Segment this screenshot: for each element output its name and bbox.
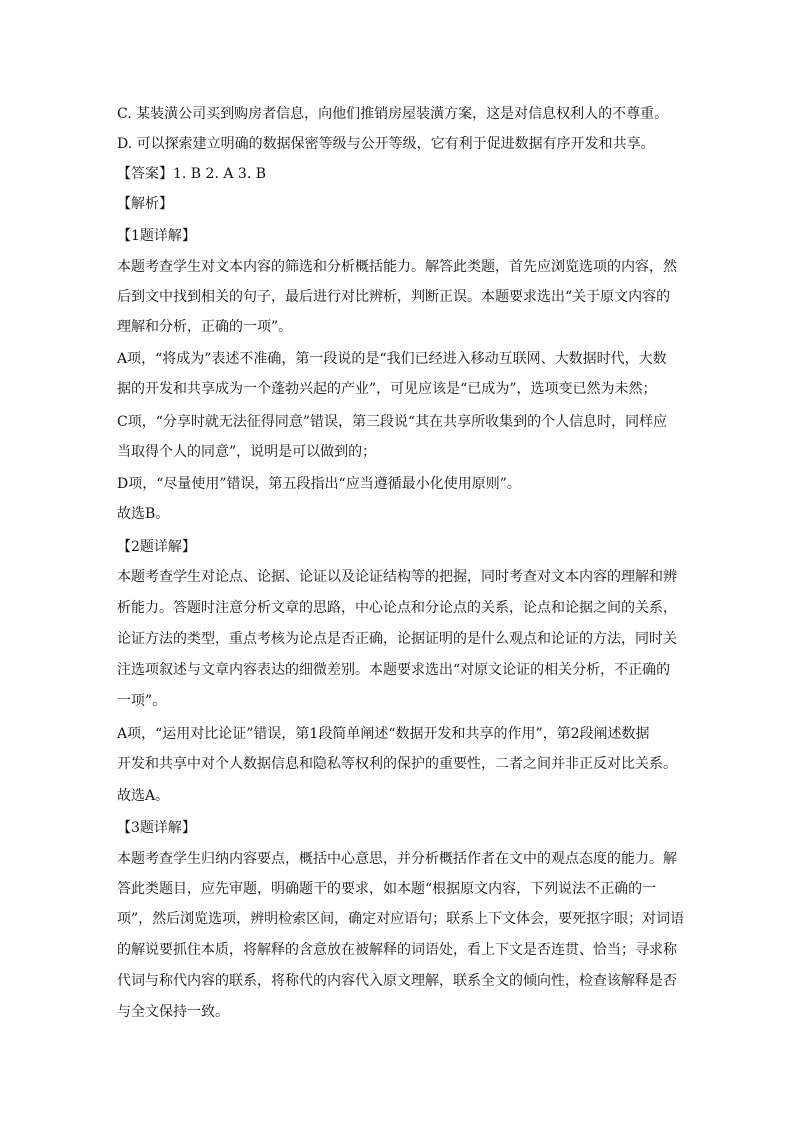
q1-heading: 【1题详解】 — [117, 228, 196, 244]
q1-option-d-line: D项，“尽量使用”错误，第五段指出“应当遵循最小化使用原则”。 — [117, 476, 521, 492]
q3-paragraph-line: 的解说要抓住本质，将解释的含意放在被解释的词语处，看上下文是否连贯、恰当；寻求称 — [117, 942, 677, 958]
q3-paragraph-line: 答此类题目，应先审题，明确题干的要求，如本题“根据原文内容，下列说法不正确的一 — [117, 881, 657, 897]
option-c-line: C. 某装潢公司买到购房者信息，向他们推销房屋装潢方案，这是对信息权利人的不尊重。 — [117, 106, 669, 122]
q2-conclusion: 故选A。 — [117, 788, 170, 804]
analysis-heading: 【解析】 — [117, 196, 173, 212]
q2-paragraph-line: 注选项叙述与文章内容表达的细微差别。本题要求选出“对原文论证的相关分析，不正确的 — [117, 662, 671, 678]
q2-paragraph-line: 一项”。 — [117, 693, 167, 709]
q1-option-a-line: A项，“将成为”表述不准确，第一段说的是“我们已经进入移动互联网、大数据时代，大数 — [117, 351, 667, 367]
q3-paragraph-line: 项”，然后浏览选项，辨明检索区间，确定对应语句；联系上下文体会，要死抠字眼；对词语 — [117, 911, 685, 927]
q1-paragraph-line: 本题考查学生对文本内容的筛选和分析概括能力。解答此类题，首先应浏览选项的内容，然 — [117, 259, 677, 275]
q1-option-a-line: 据的开发和共享成为一个蓬勃兴起的产业”，可见应该是“已成为”，选项变已然为未然； — [117, 381, 657, 397]
q2-paragraph-line: 论证方法的类型，重点考核为论点是否正确，论据证明的是什么观点和论证的方法，同时关 — [117, 631, 677, 647]
q2-option-a-line: 开发和共享中对个人数据信息和隐私等权利的保护的重要性，二者之间并非正反对比关系。 — [117, 756, 677, 772]
q2-paragraph-line: 本题考查学生对论点、论据、论证以及论证结构等的把握，同时考查对文本内容的理解和辨 — [117, 569, 677, 585]
q1-option-c-line: 当取得个人的同意”，说明是可以做到的； — [117, 444, 377, 460]
option-d-line: D. 可以探索建立明确的数据保密等级与公开等级，它有利于促进数据有序开发和共享。 — [117, 136, 655, 152]
q3-paragraph-line: 本题考查学生归纳内容要点，概括中心意思，并分析概括作者在文中的观点态度的能力。解 — [117, 851, 677, 867]
q1-paragraph-line: 后到文中找到相关的句子，最后进行对比辨析，判断正误。本题要求选出“关于原文内容的 — [117, 289, 671, 305]
q1-conclusion: 故选B。 — [117, 506, 170, 522]
q2-paragraph-line: 析能力。答题时注意分析文章的思路，中心论点和分论点的关系，论点和论据之间的关系， — [117, 600, 677, 616]
q3-paragraph-line: 与全文保持一致。 — [117, 1004, 229, 1020]
q2-heading: 【2题详解】 — [117, 539, 196, 555]
answer-line: 【答案】1. B 2. A 3. B — [117, 166, 267, 182]
q1-option-c-line: C项，“分享时就无法征得同意”错误，第三段说“其在共享所收集到的个人信息时，同样应 — [117, 414, 668, 430]
q2-option-a-line: A项，“运用对比论证”错误，第1段简单阐述“数据开发和共享的作用”，第2段阐述数据 — [117, 726, 650, 742]
q3-paragraph-line: 代词与称代内容的联系，将称代的内容代入原文理解，联系全文的倾向性，检查该解释是否 — [117, 973, 677, 989]
q1-paragraph-line: 理解和分析，正确的一项”。 — [117, 319, 293, 335]
q3-heading: 【3题详解】 — [117, 820, 196, 836]
